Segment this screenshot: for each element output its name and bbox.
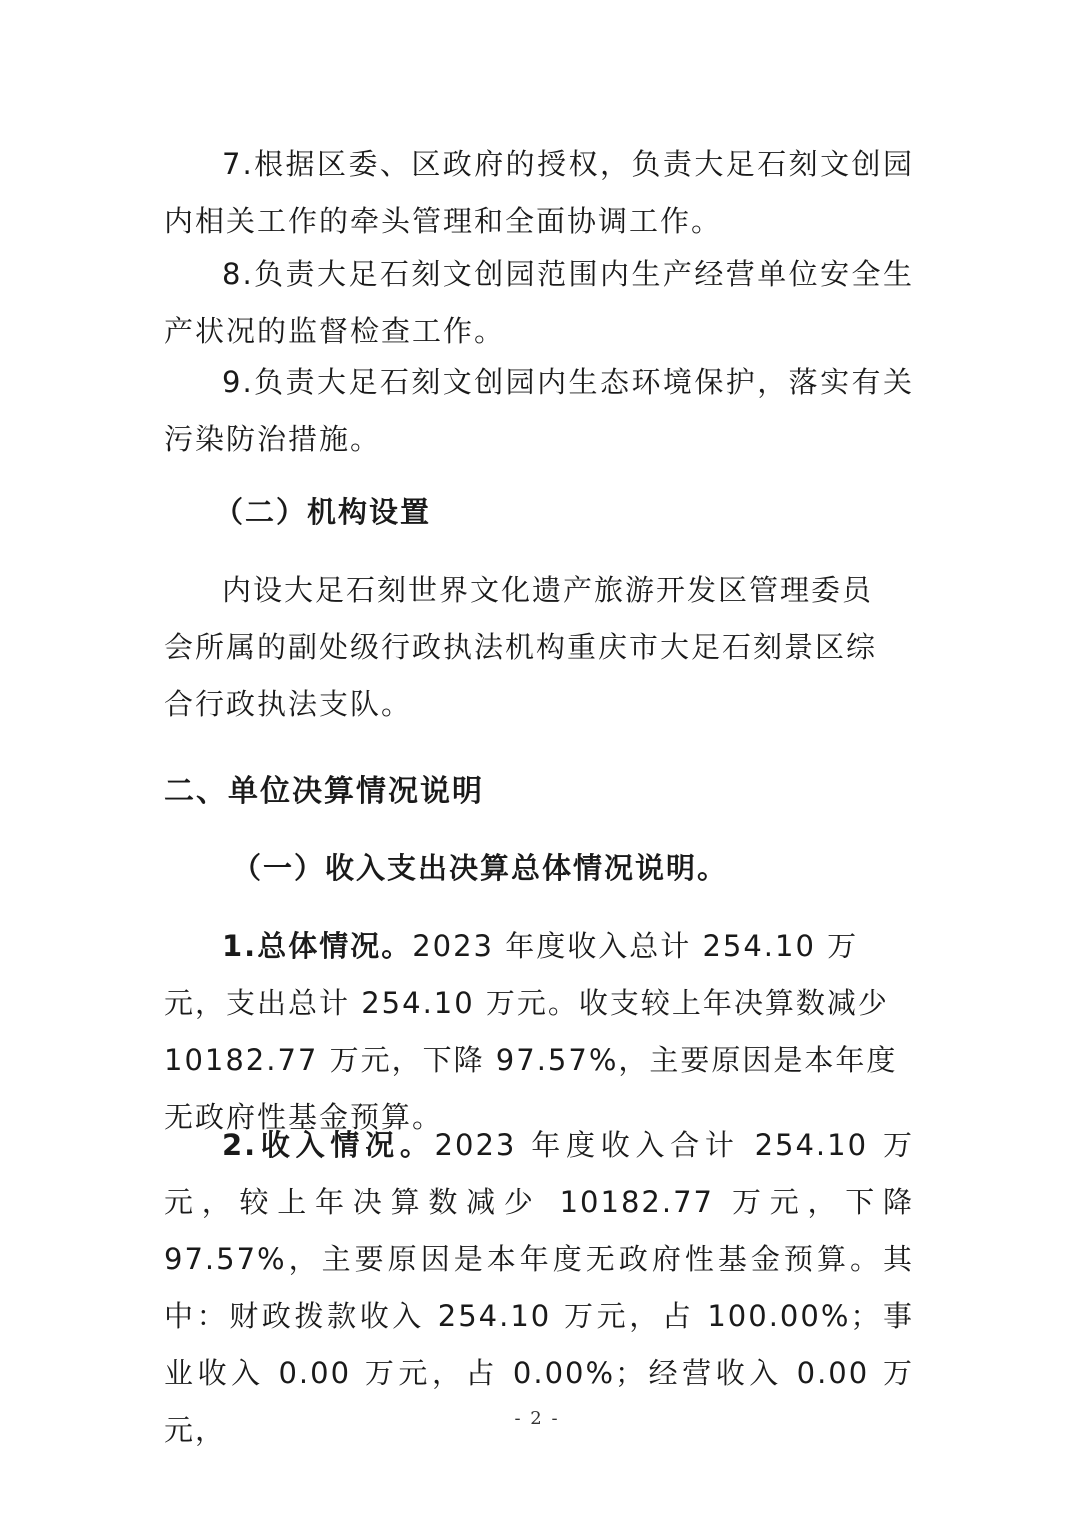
overall-body: 2023 年度收入总计 254.10 万元，支出总计 254.10 万元。收支较上年决算数减少 10182.77 万元，下降 97.57%，主要原因是本年度无政府性基金预算。 [164,929,898,1134]
overall-lead: 1.总体情况。 [222,929,413,963]
section-2-heading: 二、单位决算情况说明 [164,774,484,809]
paragraph-item-7: 7.根据区委、区政府的授权，负责大足石刻文创园内相关工作的牵头管理和全面协调工作。 [164,147,914,238]
overall-paragraph [164,918,914,1146]
subsection-1-heading: （一）收入支出决算总体情况说明。 [232,851,729,885]
paragraph-item-8: 8.负责大足石刻文创园范围内生产经营单位安全生产状况的监督检查工作。 [164,257,914,348]
page-number: - 2 - [514,1408,560,1429]
org-setup-body: 内设大足石刻世界文化遗产旅游开发区管理委员会所属的副处级行政执法机构重庆市大足石刻景区综合行政执法支队。 [164,573,878,721]
income-body: 2023 年度收入合计 254.10 万元，较上年决算数减少 10182.77 万元，下降 97.57%，主要原因是本年度无政府性基金预算。其中：财政拨款收入 254.10 万元，占 100.00%；事业收入 0.00 万元，占 0.00%；经营收入 0.00 万元， [164,1128,914,1447]
org-setup-heading: （二）机构设置 [214,495,432,529]
income-lead: 2.收入情况。 [222,1128,435,1162]
paragraph-item-9: 9.负责大足石刻文创园内生态环境保护，落实有关污染防治措施。 [164,365,914,456]
